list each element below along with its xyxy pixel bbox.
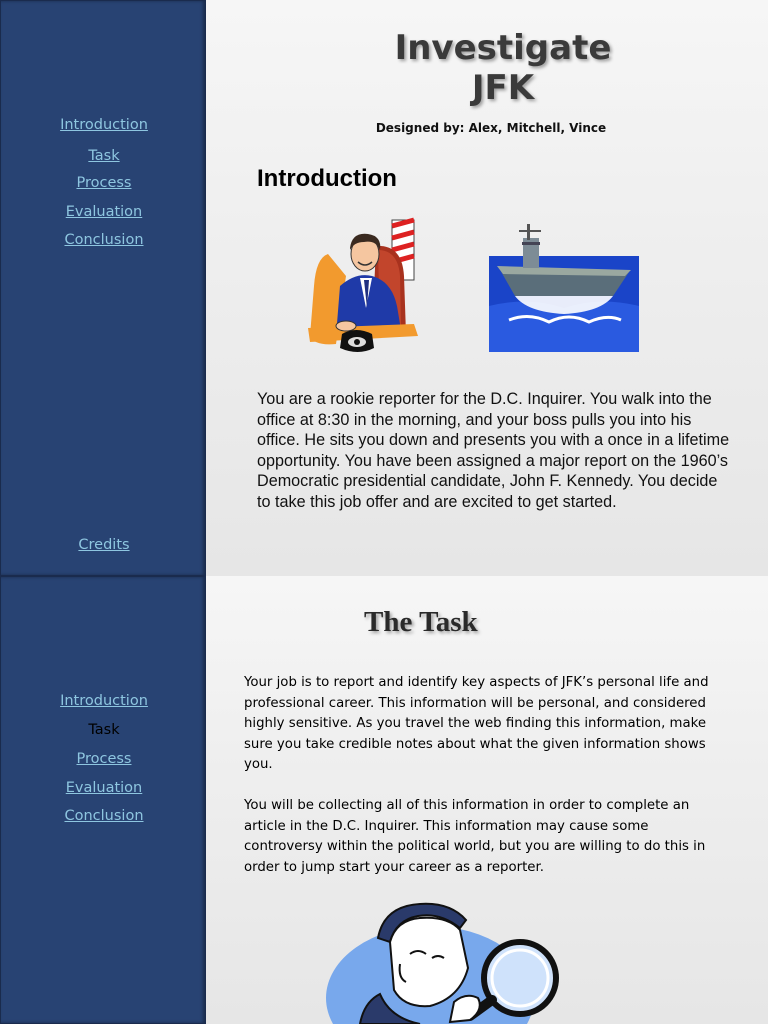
nav-link-conclusion[interactable]: Conclusion (64, 808, 144, 824)
section-heading-introduction: Introduction (257, 165, 397, 192)
section-heading-task: The Task (364, 606, 478, 638)
slide-task (0, 576, 768, 1024)
introduction-text: You are a rookie reporter for the D.C. Inquirer. You walk into the office at 8:30 in the morning, and your boss pulls you into his office. He sits you down and presents you with a once in a lifetime opportunity. You have been assigned a major report on the 1960’s Democratic presidential candidate, John F. Kennedy. You decide to take this job offer and are excited to get started. (257, 390, 730, 511)
nav-link-conclusion[interactable]: Conclusion (64, 232, 144, 248)
nav-current-task: Task (88, 722, 120, 738)
aircraft-carrier-clipart (489, 216, 639, 352)
content-area (206, 0, 768, 576)
sidebar-nav (0, 576, 206, 1024)
nav-link-task[interactable]: Task (88, 148, 120, 164)
page-title: Investigate JFK (394, 28, 612, 108)
nav-link-evaluation[interactable]: Evaluation (65, 204, 143, 220)
nav-link-process[interactable]: Process (76, 175, 132, 191)
nav-link-evaluation[interactable]: Evaluation (65, 780, 143, 796)
nav-link-introduction[interactable]: Introduction (60, 117, 148, 133)
content-area (206, 576, 768, 1024)
president-at-desk-clipart (306, 216, 420, 358)
detective-magnifier-clipart (320, 898, 570, 1024)
sidebar-nav (0, 0, 206, 576)
nav-link-credits[interactable]: Credits (78, 537, 130, 553)
nav-link-process[interactable]: Process (76, 751, 132, 767)
task-paragraph-1: Your job is to report and identify key aspects of JFK’s personal life and professional career. This information will be personal, and considered highly sensitive. As you travel the web finding this information, make sure you take credible notes about what the given information shows you. (244, 675, 709, 773)
nav-link-introduction[interactable]: Introduction (60, 693, 148, 709)
designed-by-credit: Designed by: Alex, Mitchell, Vince (375, 121, 607, 135)
task-paragraph-2: You will be collecting all of this information in order to complete an article in the D.C. Inquirer. This information may cause some controversy within the political world, but you are willing to do this in order to jump start your career as a reporter. (244, 798, 706, 875)
